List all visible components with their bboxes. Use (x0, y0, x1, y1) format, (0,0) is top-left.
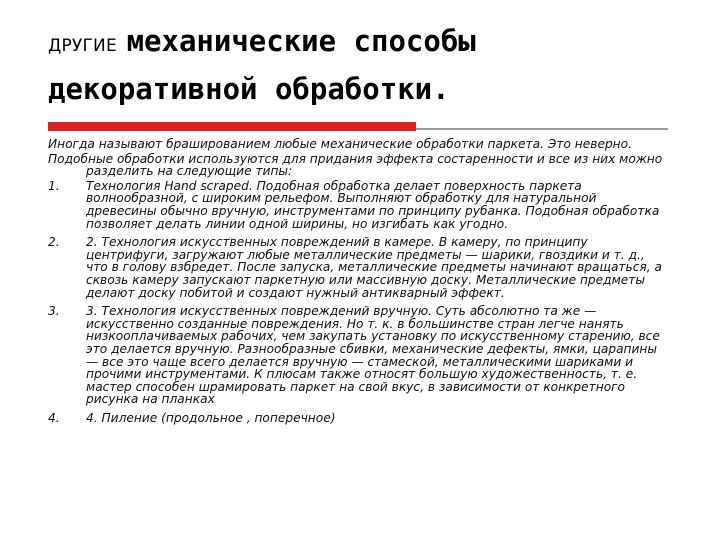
title-line-1-text: механические способы (126, 24, 476, 58)
slide-title (48, 24, 708, 106)
list-item-text: 2. Технология искусственных повреждений в камере. В камеру, по принципу центрифуги, загружают любые металлические предметы — шарики, гвоздики и т. д., что в голову взбредет. После запуска, металлические предметы начинают вращаться, а сквозь камеру запускают паркетную или массивную доску. Металлические предметы делают доску побитой и создают нужный антикварный эффект. (86, 235, 662, 300)
list-item-text: Технология Hand scraped. Подобная обработка делает поверхность паркета волнообразной, с широким рельефом. Выполняют обработку для натуральной древесины обычно вручную, инструментами по принципу рубанка. Подобная обработка позволяет делать линии одной ширины, но изгибать как угодно. (86, 178, 660, 231)
list-item-number: 2. (48, 235, 60, 250)
list-item (48, 412, 666, 425)
list-item-number: 1. (48, 178, 60, 193)
intro-paragraph: Подобные обработки используются для придания эффекта состаренности и все из них можно разделить на следующие типы: (48, 151, 663, 179)
list-item (48, 180, 666, 230)
list-item-number: 3. (48, 304, 60, 319)
title-line-2: декоративной обработки. (48, 72, 450, 106)
title-prefix: ДРУГИЕ (48, 36, 117, 56)
slide-body (48, 138, 666, 430)
list-item (48, 305, 666, 406)
title-line-1 (48, 24, 708, 68)
list-item-text: 4. Пиление (продольное , поперечное) (86, 410, 336, 425)
list-item (48, 236, 666, 299)
title-accent-bar (48, 122, 416, 131)
list-item-text: 3. Технология искусственных повреждений вручную. Суть абсолютно та же — искусственно созданные повреждения. Но т. к. в большинстве стран легче нанять низкооплачиваемых рабочих, чем закупать установку по искусственному старению, все это делается вручную. Разнообразные сбивки, механические дефекты, ямки, царапины — все это чаще всего делается вручную — стамеской, металлическими шариками и прочими инструментами. К плюсам также относят большую художественность, т. е. мастер способен шрамировать паркет на свой вкус, в зависимости от конкретного рисунка на планках (86, 304, 660, 407)
intro-paragraph: Иногда называют брашированием любые механические обработки паркета. Это неверно. (48, 137, 632, 151)
list-item-number: 4. (48, 410, 60, 425)
